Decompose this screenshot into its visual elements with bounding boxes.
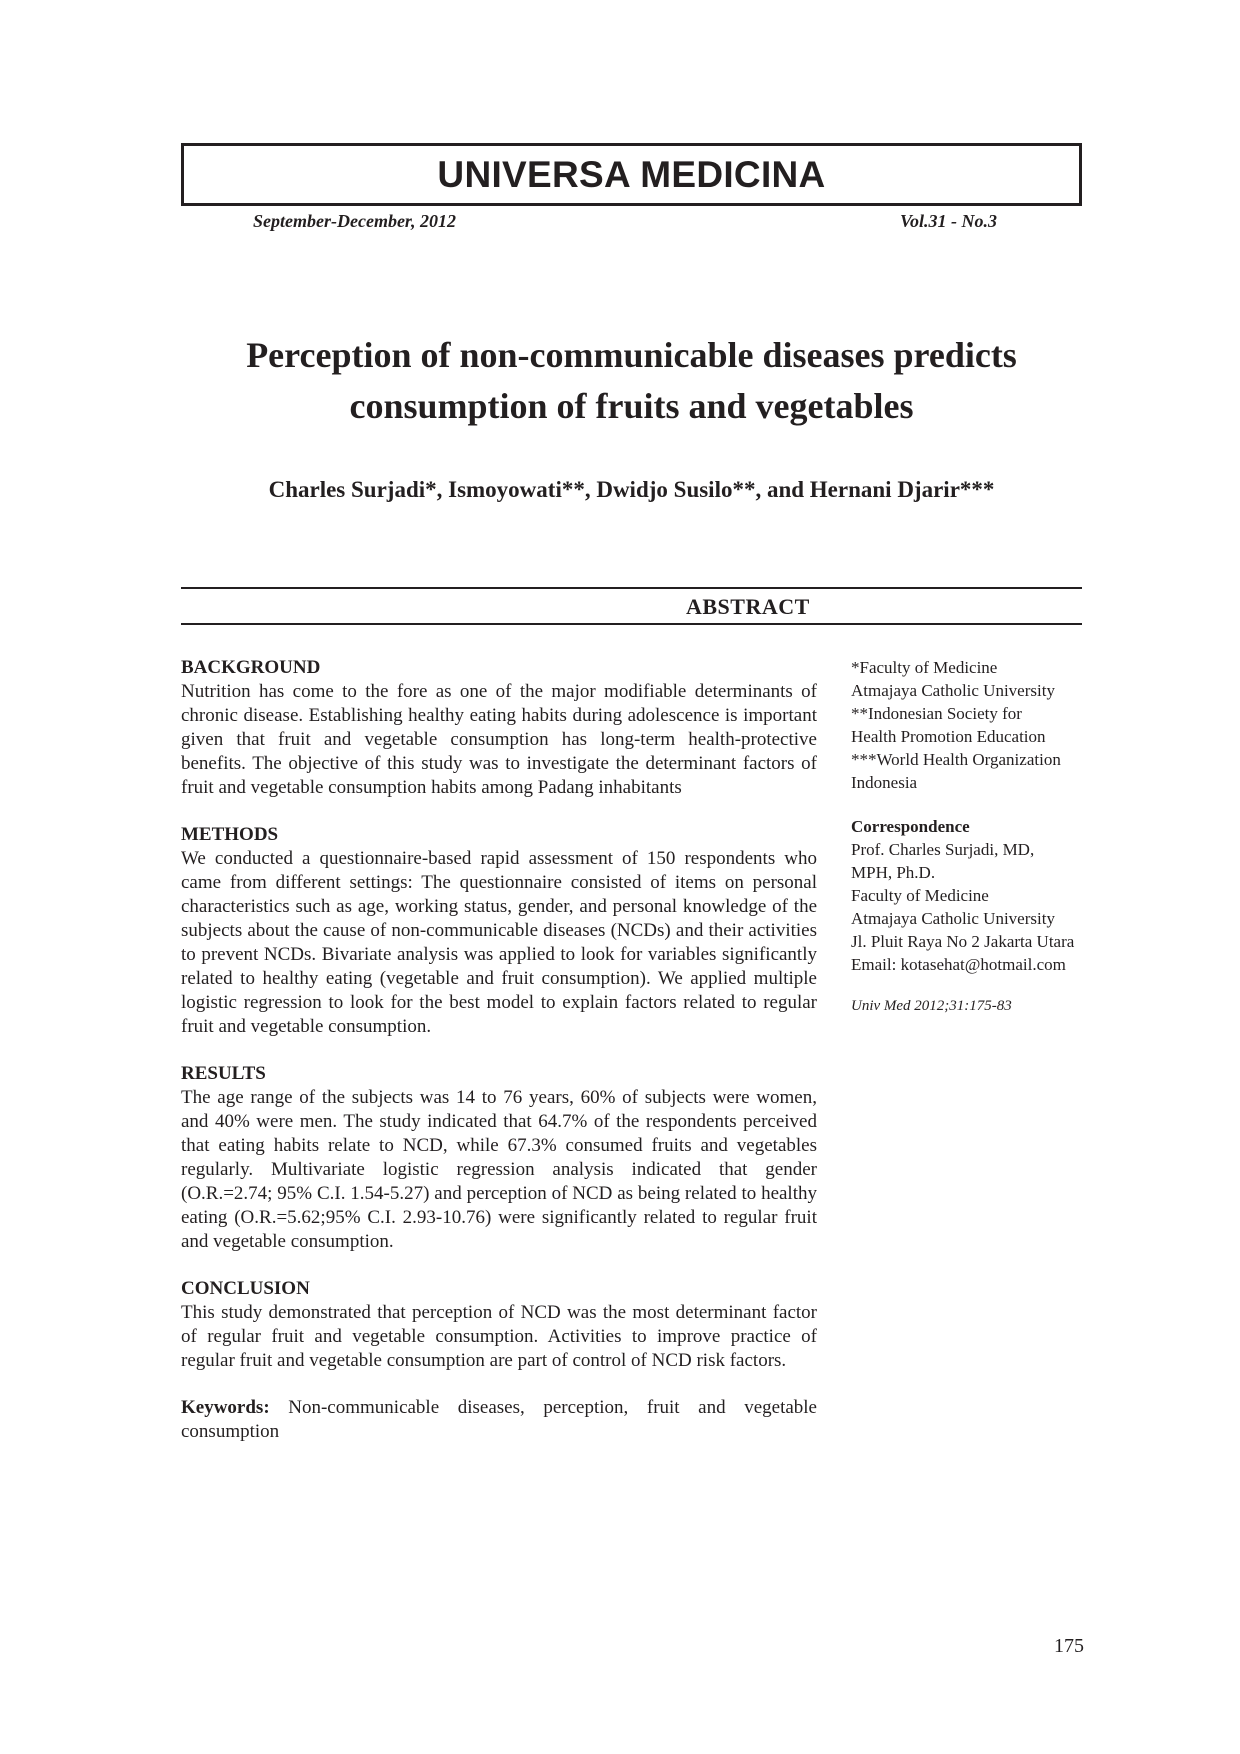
article-title-line-1: Perception of non-communicable diseases predicts	[246, 335, 1017, 375]
conclusion-section	[181, 1277, 817, 1373]
correspondence-line: Prof. Charles Surjadi, MD,	[851, 840, 1035, 859]
results-heading: RESULTS	[181, 1063, 266, 1084]
affiliation-line: **Indonesian Society for	[851, 704, 1022, 723]
correspondence-heading: Correspondence	[851, 817, 970, 836]
correspondence-details	[851, 838, 1091, 976]
page-number: 175	[1054, 1635, 1084, 1657]
correspondence-email: Email: kotasehat@hotmail.com	[851, 955, 1066, 974]
affiliations	[851, 656, 1091, 794]
article-title	[181, 330, 1082, 432]
issue-date: September-December, 2012	[253, 211, 456, 231]
conclusion-heading: CONCLUSION	[181, 1278, 310, 1299]
affiliation-line: Indonesia	[851, 773, 918, 792]
abstract-top-rule	[181, 587, 1082, 589]
affiliation-line: *Faculty of Medicine	[851, 658, 998, 677]
correspondence-line: Faculty of Medicine	[851, 886, 989, 905]
keywords-text: Non-communicable diseases, perception, fruit and vegetable consumption	[181, 1397, 817, 1442]
abstract-bottom-rule	[181, 623, 1082, 625]
article-title-line-2: consumption of fruits and vegetables	[349, 386, 914, 426]
author-list: Charles Surjadi*, Ismoyowati**, Dwidjo Susilo**, and Hernani Djarir***	[268, 477, 995, 502]
conclusion-text: This study demonstrated that perception of NCD was the most determinant factor of regular fruit and vegetable consumption. Activities to improve practice of regular fruit and vegetable consumption are part of control of NCD risk factors.	[181, 1302, 817, 1371]
sidebar	[851, 656, 1091, 1018]
methods-section	[181, 823, 817, 1039]
affiliation-line: Health Promotion Education	[851, 727, 1046, 746]
background-heading: BACKGROUND	[181, 657, 321, 678]
citation: Univ Med 2012;31:175-83	[851, 998, 1012, 1014]
journal-title: UNIVERSA MEDICINA	[437, 153, 826, 195]
journal-header-box	[181, 143, 1082, 206]
issue-volume: Vol.31 - No.3	[900, 211, 998, 231]
correspondence-line: Jl. Pluit Raya No 2 Jakarta Utara	[851, 932, 1075, 951]
abstract-body	[181, 656, 817, 1444]
background-text: Nutrition has come to the fore as one of the major modifiable determinants of chronic disease. Establishing healthy eating habits during adolescence is important given that fruit and vegetable consumption has long-term health-protective benefits. The objective of this study was to investigate the determinant factors of fruit and vegetable consumption habits among Padang inhabitants	[181, 681, 817, 798]
abstract-heading: ABSTRACT	[686, 594, 810, 619]
affiliation-line: ***World Health Organization	[851, 750, 1061, 769]
methods-text: We conducted a questionnaire-based rapid assessment of 150 respondents who came from different settings: The questionnaire consisted of items on personal characteristics such as age, working status, gender, and personal knowledge of the subjects about the cause of non-communicable diseases (NCDs) and their activities to prevent NCDs. Bivariate analysis was applied to look for variables significantly related to healthy eating (vegetable and fruit consumption). We applied multiple logistic regression to look for the best model to explain factors related to regular fruit and vegetable consumption.	[181, 848, 817, 1037]
keywords-label: Keywords:	[181, 1397, 270, 1418]
keywords	[181, 1396, 817, 1444]
affiliation-line: Atmajaya Catholic University	[851, 681, 1055, 700]
results-section	[181, 1062, 817, 1254]
methods-heading: METHODS	[181, 824, 279, 845]
background-section	[181, 656, 817, 800]
results-text: The age range of the subjects was 14 to 76 years, 60% of subjects were women, and 40% were men. The study indicated that 64.7% of the respondents perceived that eating habits relate to NCD, while 67.3% consumed fruits and vegetables regularly. Multivariate logistic regression analysis indicated that gender (O.R.=2.74; 95% C.I. 1.54-5.27) and perception of NCD as being related to healthy eating (O.R.=5.62;95% C.I. 2.93-10.76) were significantly related to regular fruit and vegetable consumption.	[181, 1087, 817, 1252]
correspondence-line: MPH, Ph.D.	[851, 863, 936, 882]
correspondence-line: Atmajaya Catholic University	[851, 909, 1055, 928]
